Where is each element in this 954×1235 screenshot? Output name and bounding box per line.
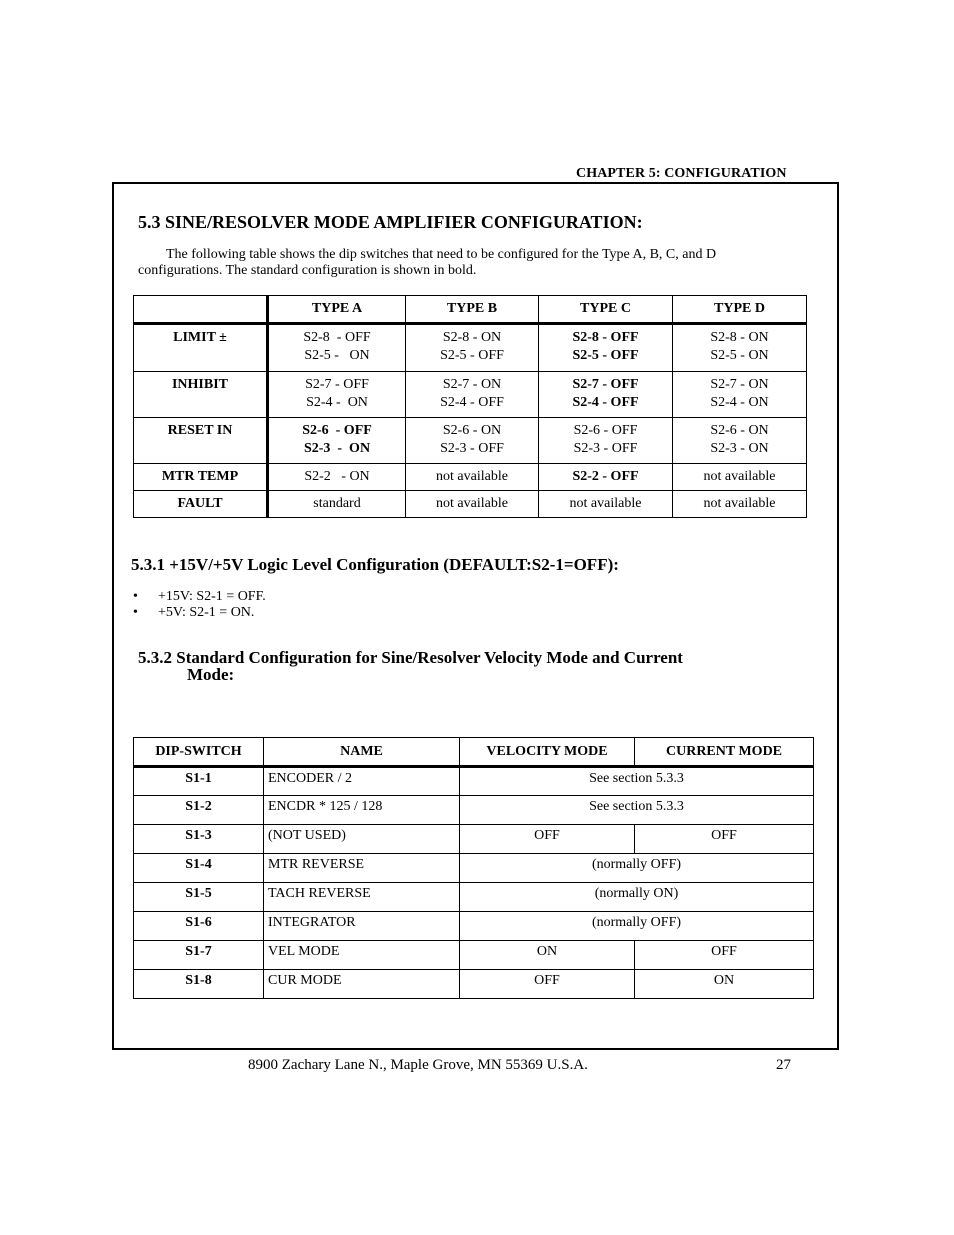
dip-switch-cell: S1-8 <box>134 970 264 999</box>
col-header-name: NAME <box>264 738 460 767</box>
list-item <box>133 605 266 621</box>
dip-switch-type-table <box>133 295 807 518</box>
dip-switch-cell: S1-1 <box>134 767 264 796</box>
type-b-cell <box>406 464 539 491</box>
type-a-cell <box>268 491 406 518</box>
type-c-cell <box>539 418 673 464</box>
cell-line: S2-7 - OFF <box>305 377 369 392</box>
type-b-cell <box>406 372 539 418</box>
cell-line: not available <box>703 469 776 484</box>
table-row <box>134 418 807 464</box>
row-label: LIMIT ± <box>134 324 268 372</box>
type-d-cell <box>673 324 807 372</box>
mode-merged-cell: See section 5.3.3 <box>460 796 814 825</box>
switch-name-cell: CUR MODE <box>264 970 460 999</box>
type-c-cell <box>539 464 673 491</box>
cell-line: not available <box>436 469 508 484</box>
mode-merged-cell: (normally OFF) <box>460 912 814 941</box>
row-label: RESET IN <box>134 418 268 464</box>
cell-line: S2-7 - ON <box>710 377 769 392</box>
type-table-body <box>134 324 807 518</box>
switch-name-cell: TACH REVERSE <box>264 883 460 912</box>
type-d-cell <box>673 491 807 518</box>
table-row <box>134 796 814 825</box>
cell-line: S2-5 - OFF <box>440 348 504 363</box>
cell-line: S2-3 - ON <box>303 441 371 456</box>
velocity-mode-cell: ON <box>460 941 635 970</box>
row-label: MTR TEMP <box>134 464 268 491</box>
col-header-type-d: TYPE D <box>673 296 807 324</box>
velocity-mode-cell: OFF <box>460 825 635 854</box>
logic-level-bullet-list <box>133 589 266 621</box>
table-row <box>134 883 814 912</box>
cell-line: S2-4 - ON <box>306 395 368 410</box>
type-d-cell <box>673 464 807 491</box>
bullet-text: +15V: S2-1 = OFF. <box>158 589 266 604</box>
current-mode-cell: OFF <box>635 941 814 970</box>
cell-line: S2-8 - ON <box>442 330 502 345</box>
mode-merged-cell: (normally OFF) <box>460 854 814 883</box>
dip-switch-cell: S1-4 <box>134 854 264 883</box>
cell-line: S2-6 - ON <box>710 423 769 438</box>
type-d-cell <box>673 418 807 464</box>
cell-line: S2-6 - OFF <box>302 423 372 438</box>
table-row <box>134 854 814 883</box>
mode-merged-cell: See section 5.3.3 <box>460 767 814 796</box>
col-header-type-c: TYPE C <box>539 296 673 324</box>
cell-line: S2-8 - ON <box>710 330 769 345</box>
mode-merged-cell: (normally ON) <box>460 883 814 912</box>
type-c-cell <box>539 372 673 418</box>
type-b-cell <box>406 418 539 464</box>
table-row <box>134 491 807 518</box>
col-header-dip-switch: DIP-SWITCH <box>134 738 264 767</box>
cell-line: S2-6 - ON <box>442 423 502 438</box>
bullet-icon: • <box>133 589 138 604</box>
standard-config-table <box>133 737 814 999</box>
type-a-cell <box>268 464 406 491</box>
cell-line: S2-5 - ON <box>304 348 370 363</box>
page-number: 27 <box>776 1057 791 1073</box>
switch-name-cell: VEL MODE <box>264 941 460 970</box>
type-d-cell <box>673 372 807 418</box>
bullet-text: +5V: S2-1 = ON. <box>158 605 255 620</box>
corner-cell <box>134 296 268 324</box>
type-b-cell <box>406 324 539 372</box>
cell-line: S2-3 - OFF <box>440 441 504 456</box>
section-5-3-1-title: 5.3.1 +15V/+5V Logic Level Configuration (DEFAULT:S2-1=OFF): <box>131 555 619 574</box>
current-mode-cell: OFF <box>635 825 814 854</box>
cell-line: S2-7 - OFF <box>572 377 639 392</box>
table-row <box>134 825 814 854</box>
type-c-cell <box>539 491 673 518</box>
table-header-row <box>134 738 814 767</box>
cell-line: S2-5 - ON <box>710 348 769 363</box>
col-header-type-b: TYPE B <box>406 296 539 324</box>
dip-switch-cell: S1-5 <box>134 883 264 912</box>
section-5-3-2-title-line-1: 5.3.2 Standard Configuration for Sine/Resolver Velocity Mode and Current <box>138 648 683 667</box>
cell-line: S2-7 - ON <box>442 377 502 392</box>
cell-line: S2-8 - OFF <box>303 330 371 345</box>
cell-line: S2-4 - ON <box>710 395 769 410</box>
cell-line: S2-2 - OFF <box>572 469 639 484</box>
col-header-current-mode: CURRENT MODE <box>635 738 814 767</box>
dip-switch-cell: S1-3 <box>134 825 264 854</box>
table-row <box>134 970 814 999</box>
cell-line: S2-3 - OFF <box>573 441 638 456</box>
cell-line: S2-2 - ON <box>304 469 370 484</box>
chapter-header: CHAPTER 5: CONFIGURATION <box>576 166 787 181</box>
cell-line: S2-6 - OFF <box>573 423 638 438</box>
dip-switch-cell: S1-2 <box>134 796 264 825</box>
standard-config-body <box>134 767 814 999</box>
cell-line: S2-4 - OFF <box>572 395 639 410</box>
type-a-cell <box>268 324 406 372</box>
current-mode-cell: ON <box>635 970 814 999</box>
cell-line: S2-8 - OFF <box>572 330 639 345</box>
type-b-cell <box>406 491 539 518</box>
row-label: INHIBIT <box>134 372 268 418</box>
section-5-3-2-title-line-2: Mode: <box>187 665 235 684</box>
dip-switch-cell: S1-7 <box>134 941 264 970</box>
type-a-cell <box>268 372 406 418</box>
cell-line: standard <box>313 496 361 511</box>
switch-name-cell: ENCODER / 2 <box>264 767 460 796</box>
section-5-3-intro <box>138 247 803 279</box>
row-label: FAULT <box>134 491 268 518</box>
velocity-mode-cell: OFF <box>460 970 635 999</box>
cell-line: not available <box>703 496 776 511</box>
switch-name-cell: (NOT USED) <box>264 825 460 854</box>
cell-line: S2-5 - OFF <box>572 348 639 363</box>
cell-line: S2-3 - ON <box>710 441 769 456</box>
switch-name-cell: INTEGRATOR <box>264 912 460 941</box>
switch-name-cell: ENCDR * 125 / 128 <box>264 796 460 825</box>
footer-address: 8900 Zachary Lane N., Maple Grove, MN 55369 U.S.A. <box>248 1057 588 1073</box>
table-row <box>134 464 807 491</box>
cell-line: not available <box>436 496 508 511</box>
list-item <box>133 589 266 605</box>
col-header-velocity-mode: VELOCITY MODE <box>460 738 635 767</box>
table-row <box>134 767 814 796</box>
section-5-3-title: 5.3 SINE/RESOLVER MODE AMPLIFIER CONFIGURATION: <box>138 212 643 232</box>
table-row <box>134 941 814 970</box>
intro-line-2: configurations. The standard configuration is shown in bold. <box>138 263 477 278</box>
table-row <box>134 324 807 372</box>
table-row <box>134 912 814 941</box>
switch-name-cell: MTR REVERSE <box>264 854 460 883</box>
table-row <box>134 372 807 418</box>
type-c-cell <box>539 324 673 372</box>
table-header-row <box>134 296 807 324</box>
section-5-3-2-title <box>138 649 683 683</box>
cell-line: S2-4 - OFF <box>440 395 504 410</box>
intro-line-1: The following table shows the dip switches that need to be configured for the Type A, B, C, and D <box>166 247 717 262</box>
bullet-icon: • <box>133 605 138 620</box>
dip-switch-cell: S1-6 <box>134 912 264 941</box>
cell-line: not available <box>569 496 642 511</box>
type-a-cell <box>268 418 406 464</box>
col-header-type-a: TYPE A <box>268 296 406 324</box>
